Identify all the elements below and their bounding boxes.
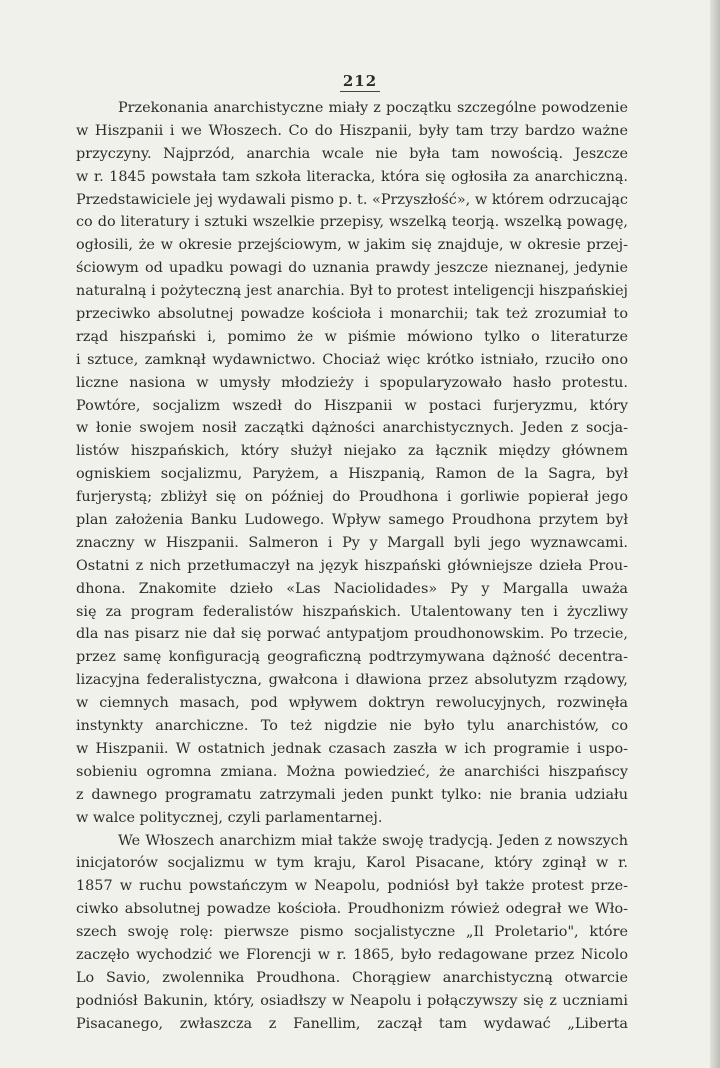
text-line: instynkty anarchiczne. To też nigdzie nie było tylu anarchistów, co bbox=[76, 718, 628, 735]
text-line: Pisacanego, zwłaszcza z Fanellim, zaczął tam wydawać „Liberta bbox=[76, 1015, 628, 1032]
text-line: z dawnego programatu zatrzymali jeden punkt tylko: nie brania udziału bbox=[76, 786, 628, 803]
text-line: się za program federalistów hiszpańskich. Utalentowany ten i życzliwy bbox=[76, 603, 628, 620]
text-line: listów hiszpańskich, który służył niejako za łącznik między głównem bbox=[76, 443, 628, 460]
text-line: liczne nasiona w umysły młodzieży i spopularyzowało hasło protestu. bbox=[76, 374, 628, 391]
text-line: Ostatni z nich przetłumaczył na język hiszpański główniejsze dzieła Prou- bbox=[76, 557, 628, 574]
text-line: przyczyny. Najprzód, anarchia wcale nie była tam nowością. Jeszcze bbox=[76, 145, 628, 162]
text-line: zaczęło wychodzić we Florencji w r. 1865, było redagowane przez Nicolo bbox=[76, 946, 628, 963]
text-line: furjerystą; zbliżył się on później do Proudhona i gorliwie popierał jego bbox=[76, 489, 628, 506]
paragraph-1 bbox=[76, 97, 628, 830]
text-line: ogniskiem socjalizmu, Paryżem, a Hiszpanią, Ramon de la Sagra, był bbox=[76, 466, 628, 483]
text-line: Powtóre, socjalizm wszedł do Hiszpanii w postaci furjeryzmu, który bbox=[76, 397, 628, 414]
text-line: dla nas pisarz nie dał się porwać antypatjom proudhonowskim. Po trzecie, bbox=[76, 626, 628, 643]
text-line: rząd hiszpański i, pomimo że w piśmie mówiono tylko o literaturze bbox=[76, 328, 628, 345]
text-line: 1857 w ruchu powstańczym w Neapolu, podniósł był także protest prze- bbox=[76, 878, 628, 895]
text-line: przez samę konfiguracją geograficzną podtrzymywana dążność decentra- bbox=[76, 649, 628, 666]
text-line: We Włoszech anarchizm miał także swoję tradycją. Jeden z nowszych bbox=[118, 832, 628, 849]
text-line: co do literatury i sztuki wszelkie przepisy, wszelką teorją. wszelką powagę, bbox=[76, 214, 628, 231]
text-line: lizacyjna federalistyczna, gwałcona i dławiona przez absolutyzm rządowy, bbox=[76, 672, 628, 689]
text-line: inicjatorów socjalizmu w tym kraju, Karol Pisacane, który zginął w r. bbox=[76, 855, 628, 872]
text-line: znaczny w Hiszpanii. Salmeron i Py y Margall byli jego wyznawcami. bbox=[76, 534, 628, 551]
text-line: i sztuce, zamknął wydawnictwo. Chociaż więc krótko istniało, rzuciło ono bbox=[76, 351, 628, 368]
text-line: dhona. Znakomite dzieło «Las Naciolidades» Py y Margalla uważa bbox=[76, 580, 628, 597]
text-line: podniósł Bakunin, który, osiadłszy w Neapolu i połączywszy się z uczniami bbox=[76, 992, 628, 1009]
page-number-text: 212 bbox=[340, 72, 380, 92]
text-line: Lo Savio, zwolennika Proudhona. Chorągiew anarchistyczną otwarcie bbox=[76, 969, 628, 986]
text-line: w walce politycznej, czyli parlamentarnej. bbox=[76, 809, 383, 826]
text-line: w ciemnych masach, pod wpływem doktryn rewolucyjnych, rozwinęła bbox=[76, 695, 628, 712]
page-edge-shadow bbox=[710, 0, 720, 1068]
text-line: w Hiszpanii. W ostatnich jednak czasach zaszła w ich programie i uspo- bbox=[76, 740, 628, 757]
text-line: szech swoję rolę: pierwsze pismo socjalistyczne „Il Proletario", które bbox=[76, 924, 628, 941]
text-line: Przekonania anarchistyczne miały z początku szczególne powodzenie bbox=[118, 100, 628, 116]
body-text bbox=[76, 97, 628, 1036]
page-number bbox=[0, 72, 720, 92]
text-line: w łonie swojem nosił zaczątki dążności anarchistycznych. Jeden z socja- bbox=[76, 420, 628, 437]
text-line: ściowym od upadku powagi do uznania prawdy jeszcze nieznanej, jedynie bbox=[76, 260, 628, 277]
text-line: ogłosili, że w okresie przejściowym, w jakim się znajduje, w okresie przej- bbox=[76, 237, 628, 254]
text-line: Przedstawiciele jej wydawali pismo p. t. «Przyszłość», w którem odrzucając bbox=[76, 191, 628, 208]
text-line: w r. 1845 powstała tam szkoła literacka, która się ogłosiła za anarchiczną. bbox=[76, 168, 628, 185]
text-line: w Hiszpanii i we Włoszech. Co do Hiszpanii, były tam trzy bardzo ważne bbox=[76, 122, 628, 139]
text-line: plan założenia Banku Ludowego. Wpływ samego Proudhona przytem był bbox=[76, 512, 628, 529]
text-line: sobieniu ogromna zmiana. Można powiedzieć, że anarchiści hiszpańscy bbox=[76, 763, 628, 780]
text-line: naturalną i pożyteczną jest anarchia. Był to protest inteligencji hiszpańskiej bbox=[76, 283, 628, 300]
text-line: ciwko absolutnej powadze kościoła. Proudhonizm rówież odegrał we Wło- bbox=[76, 901, 628, 918]
text-line: przeciwko absolutnej powadze kościoła i monarchii; tak też zrozumiał to bbox=[76, 306, 628, 323]
paragraph-2 bbox=[76, 830, 628, 1036]
